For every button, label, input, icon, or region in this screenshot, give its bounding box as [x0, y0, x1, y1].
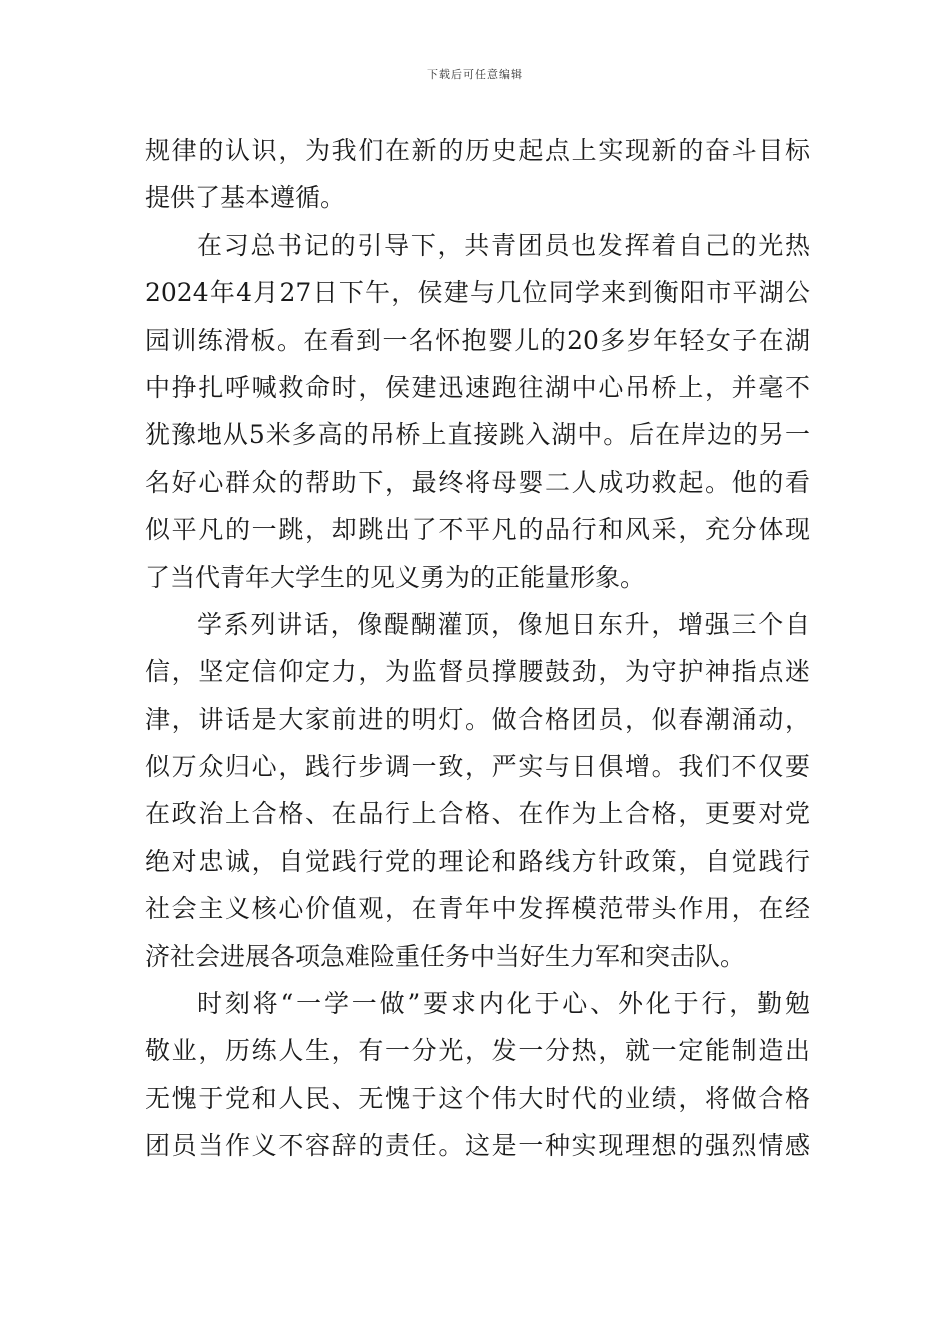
- paragraph-1-line-2: 提供了基本遵循。: [145, 183, 346, 213]
- paragraph-4-line-2: 敬业，历练人生，有一分光，发一分热，就一定能制造出: [145, 1036, 810, 1066]
- paragraph-4-line-3: 无愧于党和人民、无愧于这个伟大时代的业绩，将做合格: [145, 1083, 810, 1113]
- paragraph-3-line-4: 似万众归心，践行步调一致，严实与日俱增。我们不仅要: [145, 752, 810, 782]
- paragraph-2-line-1: 在习总书记的引导下，共青团员也发挥着自己的光热: [197, 230, 810, 260]
- paragraph-4-line-4: 团员当作义不容辞的责任。这是一种实现理想的强烈情感: [145, 1131, 810, 1161]
- paragraph-3-line-3: 津，讲话是大家前进的明灯。做合格团员，似春潮涌动，: [145, 704, 810, 734]
- paragraph-2-line-4: 中挣扎呼喊救命时，侯建迅速跑往湖中心吊桥上，并毫不: [145, 372, 810, 402]
- paragraph-2-line-3: 园训练滑板。在看到一名怀抱婴儿的20多岁年轻女子在湖: [145, 325, 810, 355]
- paragraph-1-line-1: 规律的认识，为我们在新的历史起点上实现新的奋斗目标: [145, 136, 810, 165]
- paragraph-3-line-8: 济社会进展各项急难险重任务中当好生力军和突击队。: [145, 941, 746, 971]
- paragraph-2-line-5: 犹豫地从5米多高的吊桥上直接跳入湖中。后在岸边的另一: [145, 420, 810, 450]
- paragraph-3-line-2: 信，坚定信仰定力，为监督员撑腰鼓劲，为守护神指点迷: [145, 657, 810, 687]
- document-body: [145, 127, 810, 1170]
- page-header: 下载后可任意编辑: [427, 68, 523, 81]
- paragraph-2-line-6: 名好心群众的帮助下，最终将母婴二人成功救起。他的看: [145, 467, 810, 497]
- paragraph-3-line-7: 社会主义核心价值观，在青年中发挥模范带头作用，在经: [145, 894, 810, 924]
- paragraph-2-line-2: 2024年4月27日下午，侯建与几位同学来到衡阳市平湖公: [145, 278, 810, 308]
- paragraph-3-line-1: 学系列讲话，像醍醐灌顶，像旭日东升，增强三个自: [197, 609, 810, 639]
- paragraph-2-line-8: 了当代青年大学生的见义勇为的正能量形象。: [145, 562, 646, 592]
- paragraph-2-line-7: 似平凡的一跳，却跳出了不平凡的品行和风采，充分体现: [145, 515, 810, 545]
- paragraph-4-line-1: 时刻将“一学一做”要求内化于心、外化于行，勤勉: [197, 989, 810, 1019]
- paragraph-3-line-6: 绝对忠诚，自觉践行党的理论和路线方针政策，自觉践行: [145, 846, 810, 876]
- paragraph-3-line-5: 在政治上合格、在品行上合格、在作为上合格，更要对党: [145, 799, 810, 829]
